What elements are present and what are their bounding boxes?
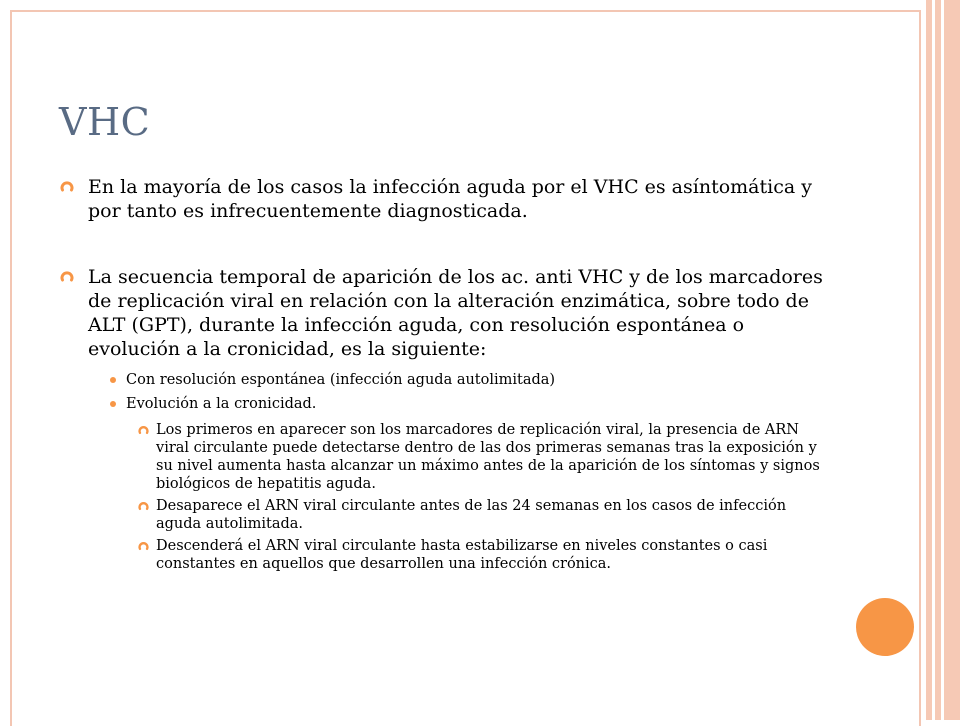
sub-sub-bullet-text: Los primeros en aparecer son los marcadores de replicación viral, la presencia de ARN viral circulante puede detectarse dentro de las dos primeras semanas tras la exposición y su nivel aumenta hasta alcanzar un máximo antes de la aparición de los síntomas y signos biológicos de hepatitis aguda. [156, 422, 820, 492]
slide-content [60, 175, 830, 577]
bullet-text: La secuencia temporal de aparición de los ac. anti VHC y de los marcadores de replicación viral en relación con la alteración enzimática, sobre todo de ALT (GPT), durante la infección aguda, con resolución espontánea o evolución a la cronicidad, es la siguiente: [88, 266, 823, 360]
decor-stripe [926, 0, 932, 720]
bullet-text: En la mayoría de los casos la infección aguda por el VHC es asíntomática y por tanto es infrecuentemente diagnosticada. [88, 176, 812, 222]
sub-sub-bullet-text: Desaparece el ARN viral circulante antes de las 24 semanas en los casos de infección aguda autolimitada. [156, 498, 787, 532]
sub-sub-bullet-item [60, 497, 830, 533]
decor-circle [856, 598, 914, 656]
bullet-arc-icon [138, 501, 149, 512]
sub-bullet-text: Evolución a la cronicidad. [126, 396, 317, 412]
bullet-arc-icon [138, 425, 149, 436]
slide-title: VHC [59, 100, 151, 144]
sub-bullet-item [60, 371, 830, 389]
bullet-item [60, 265, 830, 361]
sub-bullet-item [60, 395, 830, 413]
sub-bullet-text: Con resolución espontánea (infección aguda autolimitada) [126, 372, 556, 388]
bullet-arc-icon [60, 180, 74, 194]
dot-bullet-icon [110, 401, 116, 407]
bullet-arc-icon [60, 270, 74, 284]
bullet-arc-icon [138, 541, 149, 552]
sub-sub-bullet-text: Descenderá el ARN viral circulante hasta estabilizarse en niveles constantes o casi constantes en aquellos que desarrollen una infección crónica. [156, 538, 768, 572]
sub-sub-bullet-item [60, 537, 830, 573]
bullet-item [60, 175, 830, 223]
dot-bullet-icon [110, 377, 116, 383]
sub-sub-bullet-item [60, 421, 830, 493]
decor-stripe [944, 0, 960, 720]
decor-stripe [935, 0, 941, 720]
